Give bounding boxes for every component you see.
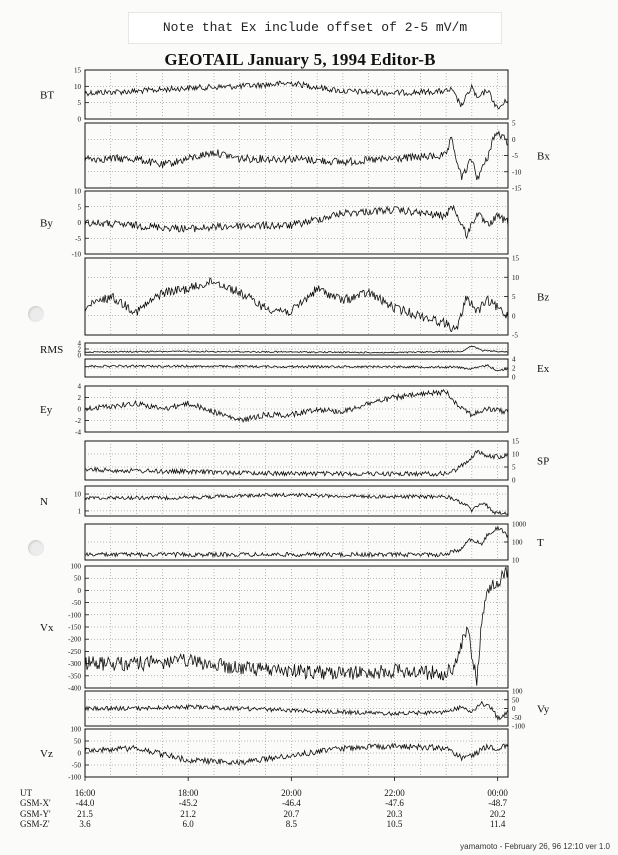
ephemeris-value: 6.0 [182, 819, 194, 829]
x-tick-label: 00:00 [487, 788, 508, 798]
series-line-t [85, 527, 508, 557]
x-tick-label: 20:00 [281, 788, 302, 798]
y-tick-label: -100 [68, 611, 81, 620]
panel-label-by: By [40, 217, 53, 230]
ephemeris-value: 11.4 [489, 819, 506, 829]
y-tick-label: 0 [77, 586, 81, 595]
ephemeris-value: 20.7 [283, 809, 300, 819]
y-tick-label: 100 [512, 687, 523, 696]
footer-credit: yamamoto - February 26, 96 12:10 ver 1.0 [460, 842, 610, 851]
y-tick-label: 5 [512, 293, 516, 301]
y-tick-label: 1 [77, 507, 81, 516]
y-tick-label: -10 [71, 250, 81, 259]
ephemeris-label: GSM-X' [20, 798, 51, 808]
y-tick-label: -50 [71, 761, 81, 770]
y-tick-label: -200 [68, 635, 81, 644]
y-tick-label: -50 [71, 599, 81, 608]
y-tick-label: 0 [512, 312, 516, 321]
y-tick-label: 0 [77, 405, 81, 414]
series-line-ey [85, 390, 508, 422]
y-tick-label: 0 [77, 219, 81, 227]
y-tick-label: 15 [512, 437, 519, 446]
panel-label-rms: RMS [40, 344, 64, 356]
y-tick-label: 0 [512, 135, 516, 144]
series-line-vx [85, 567, 508, 686]
ephemeris-value: -46.4 [281, 798, 301, 808]
ephemeris-value: -45.2 [178, 798, 198, 808]
y-tick-label: 100 [70, 562, 81, 571]
ephemeris-label: GSM-Y' [20, 809, 51, 819]
ephemeris-value: 21.2 [180, 809, 197, 819]
y-tick-label: 2 [77, 394, 81, 402]
y-tick-label: -250 [68, 647, 81, 656]
panel-label-sp: SP [537, 455, 550, 468]
ephemeris-value: 3.6 [79, 819, 91, 829]
series-line-ex [85, 365, 508, 371]
y-tick-label: 5 [77, 99, 81, 108]
x-tick-label: 22:00 [384, 788, 405, 798]
y-tick-label: 10 [512, 556, 519, 565]
y-tick-label: 4 [77, 339, 81, 348]
series-line-bz [85, 278, 508, 332]
y-tick-label: 10 [512, 273, 519, 282]
y-tick-label: 0 [512, 476, 516, 485]
panel-label-ey: Ey [40, 404, 53, 416]
y-tick-label: 4 [77, 382, 81, 391]
panel-label-vz: Vz [40, 748, 53, 760]
y-tick-label: 10 [74, 187, 81, 196]
ephemeris-value: -48.7 [488, 798, 508, 808]
series-line-sp [85, 451, 508, 477]
panel-frame-bt [85, 70, 508, 119]
y-tick-label: 2 [77, 345, 81, 354]
ephemeris-value: 8.5 [285, 819, 297, 829]
y-tick-label: 15 [74, 66, 81, 75]
y-tick-label: 10 [74, 82, 81, 91]
panel-label-bx: Bx [537, 150, 550, 163]
ephemeris-label: GSM-Z' [20, 819, 50, 829]
y-tick-label: -400 [68, 684, 81, 693]
ephemeris-value: 10.5 [386, 819, 403, 829]
ephemeris-value: 21.5 [77, 809, 93, 819]
y-tick-label: -15 [512, 184, 522, 193]
y-tick-label: 0 [512, 373, 516, 382]
y-tick-label: -2 [75, 417, 81, 425]
y-tick-label: 10 [512, 450, 519, 459]
x-tick-label: 16:00 [74, 788, 96, 798]
y-tick-label: -350 [68, 672, 81, 681]
y-tick-label: 0 [77, 351, 81, 360]
y-tick-label: 5 [512, 463, 516, 472]
y-tick-label: 0 [77, 115, 81, 124]
panel-label-n: N [40, 496, 48, 508]
ephemeris-value: -47.6 [385, 798, 404, 808]
y-tick-label: 10 [74, 490, 81, 499]
ephemeris-value: 20.2 [489, 809, 506, 819]
series-line-n [85, 493, 508, 514]
y-tick-label: -4 [75, 428, 81, 437]
y-tick-label: -100 [512, 722, 525, 731]
y-tick-label: 5 [512, 119, 516, 128]
y-tick-label: 50 [512, 696, 519, 705]
panel-label-t: T [537, 537, 544, 549]
y-tick-label: -5 [512, 331, 518, 340]
panel-label-vy: Vy [537, 703, 550, 716]
ut-label: UT [20, 788, 32, 798]
panel-label-bt: BT [40, 89, 55, 102]
y-tick-label: 5 [77, 203, 81, 212]
panel-frame-sp [85, 441, 508, 480]
y-tick-label: 2 [512, 364, 516, 373]
panel-label-bz: Bz [537, 291, 550, 304]
y-tick-label: -100 [68, 773, 81, 782]
y-tick-label: -5 [75, 234, 81, 243]
y-tick-label: 50 [74, 737, 81, 746]
panel-label-vx: Vx [40, 622, 54, 634]
panel-label-ex: Ex [537, 363, 550, 375]
y-tick-label: -10 [512, 168, 522, 177]
y-tick-label: 100 [512, 538, 523, 547]
y-tick-label: 50 [74, 574, 81, 583]
y-tick-label: 15 [512, 254, 519, 263]
y-tick-label: -300 [68, 660, 81, 669]
ephemeris-value: 20.3 [386, 809, 403, 819]
series-line-by [85, 206, 508, 238]
series-line-vz [85, 744, 508, 765]
y-tick-label: -5 [512, 152, 518, 160]
y-tick-label: 100 [70, 725, 81, 734]
y-tick-label: -150 [68, 623, 81, 632]
y-tick-label: 4 [512, 355, 516, 364]
offset-note: Note that Ex include offset of 2-5 mV/m [128, 12, 502, 44]
chart-title: GEOTAIL January 5, 1994 Editor-B [164, 50, 436, 69]
panel-frame-n [85, 486, 508, 516]
y-tick-label: 1000 [512, 520, 526, 529]
y-tick-label: 0 [77, 749, 81, 758]
x-tick-label: 18:00 [177, 788, 199, 798]
series-line-bt [85, 81, 508, 109]
ephemeris-value: -44.0 [75, 798, 95, 808]
series-line-rms [85, 346, 508, 353]
y-tick-label: -50 [512, 713, 522, 722]
series-line-vy [85, 702, 508, 720]
y-tick-label: 0 [512, 705, 516, 713]
